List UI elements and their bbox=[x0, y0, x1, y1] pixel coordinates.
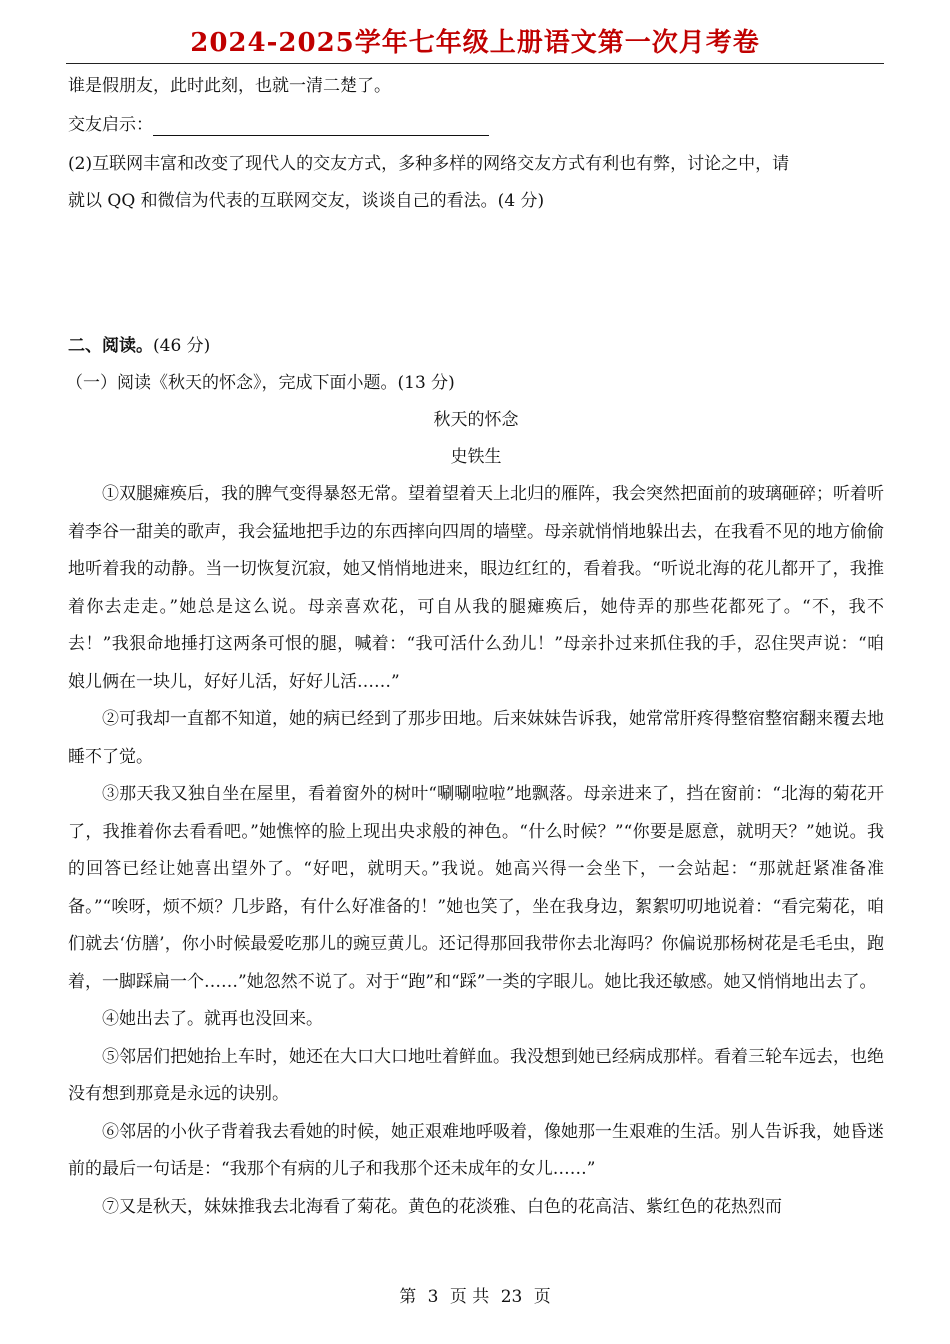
sub-heading: （一）阅读《秋天的怀念》，完成下面小题。(13 分) bbox=[66, 373, 455, 393]
answer-blank[interactable] bbox=[153, 113, 489, 136]
section-heading bbox=[68, 328, 884, 365]
answer-label: 交友启示： bbox=[68, 115, 153, 135]
article-paragraph-5: ⑤邻居们把她抬上车时，她还在大口大口地吐着鲜血。我没想到她已经病成那样。看着三轮车远去，也绝没有想到那竟是永远的诀别。 bbox=[68, 1046, 884, 1104]
article-paragraph-4: ④她出去了。就再也没回来。 bbox=[102, 1009, 323, 1029]
section-heading-label: 二、阅读。 bbox=[68, 336, 153, 356]
intro-line: 谁是假朋友，此时此刻，也就一清二楚了。 bbox=[68, 76, 391, 96]
section-points: (46 分) bbox=[153, 336, 211, 356]
footer-mid: 页 共 bbox=[449, 1287, 490, 1307]
page-content bbox=[68, 68, 884, 1226]
article-author: 史铁生 bbox=[450, 447, 502, 467]
article-paragraph-2: ②可我却一直都不知道，她的病已经到了那步田地。后来妹妹告诉我，她常常肝疼得整宿整宿翻来覆去地睡不了觉。 bbox=[68, 709, 884, 767]
article-paragraph-6: ⑥邻居的小伙子背着我去看她的时候，她正艰难地呼吸着，像她那一生艰难的生活。别人告诉我，她昏迷前的最后一句话是：“我那个有病的儿子和我那个还未成年的女儿……” bbox=[68, 1121, 884, 1179]
question-2-line-1: (2)互联网丰富和改变了现代人的交友方式，多种多样的网络交友方式有利也有弊，讨论之中，请 bbox=[68, 154, 790, 174]
page-footer bbox=[0, 1282, 950, 1307]
article-title: 秋天的怀念 bbox=[433, 410, 519, 430]
header-divider bbox=[66, 63, 884, 64]
article-paragraph-7: ⑦又是秋天，妹妹推我去北海看了菊花。黄色的花淡雅、白色的花高洁、紫红色的花热烈而 bbox=[102, 1196, 782, 1217]
answer-line bbox=[68, 107, 884, 144]
question-2-line-2: 就以 QQ 和微信为代表的互联网交友，谈谈自己的看法。(4 分) bbox=[68, 191, 545, 211]
answer-space bbox=[68, 220, 884, 328]
footer-suffix: 页 bbox=[533, 1287, 551, 1307]
page-number: 3 bbox=[427, 1287, 439, 1307]
article-paragraph-1: ①双腿瘫痪后，我的脾气变得暴怒无常。望着望着天上北归的雁阵，我会突然把面前的玻璃砸碎；听着听着李谷一甜美的歌声，我会猛地把手边的东西摔向四周的墙壁。母亲就悄悄地躲出去，在我看不见的地方偷偷地听着我的动静。当一切恢复沉寂，她又悄悄地进来，眼边红红的，看着我。“听说北海的花儿都开了，我推着你去走走。”她总是这么说。母亲喜欢花，可自从我的腿瘫痪后，她侍弄的那些花都死了。“不，我不去！”我狠命地捶打这两条可恨的腿，喊着：“我可活什么劲儿！”母亲扑过来抓住我的手，忍住哭声说：“咱娘儿俩在一块儿，好好儿活，好好儿活……” bbox=[68, 484, 884, 692]
footer-prefix: 第 bbox=[399, 1287, 417, 1307]
total-pages: 23 bbox=[500, 1287, 523, 1307]
document-title: 2024-2025学年七年级上册语文第一次月考卷 bbox=[190, 28, 760, 58]
article-paragraph-3: ③那天我又独自坐在屋里，看着窗外的树叶“唰唰啦啦”地飘落。母亲进来了，挡在窗前：“北海的菊花开了，我推着你去看看吧。”她憔悴的脸上现出央求般的神色。“什么时候？”“你要是愿意，就明天？”她说。我的回答已经让她喜出望外了。“好吧，就明天。”我说。她高兴得一会坐下，一会站起：“那就赶紧准备准备。”“唉呀，烦不烦？几步路，有什么好准备的！”她也笑了，坐在我身边，絮絮叨叨地说着：“看完菊花，咱们就去‘仿膳’，你小时候最爱吃那儿的豌豆黄儿。还记得那回我带你去北海吗？你偏说那杨树花是毛毛虫，跑着，一脚踩扁一个……”她忽然不说了。对于“跑”和“踩”一类的字眼儿。她比我还敏感。她又悄悄地出去了。 bbox=[68, 784, 884, 992]
